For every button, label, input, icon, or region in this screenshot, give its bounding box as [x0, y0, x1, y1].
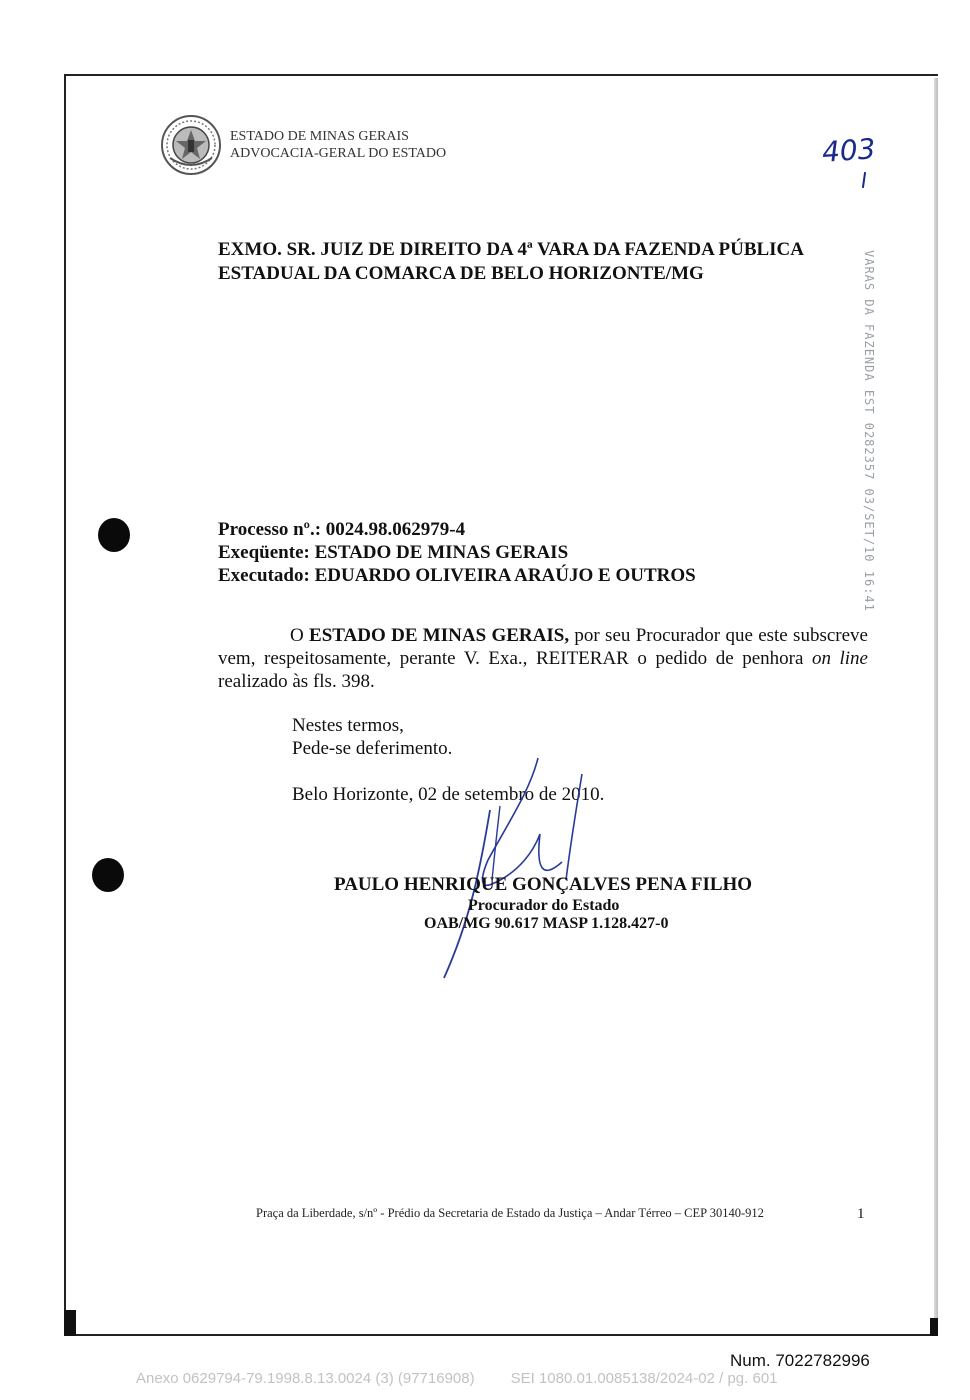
paragraph-end: realizado às fls. 398. [218, 671, 375, 692]
petition-paragraph [218, 624, 868, 693]
header-state: ESTADO DE MINAS GERAIS [230, 129, 409, 144]
handwritten-folio-number: 403 [820, 132, 877, 169]
protocol-stamp [850, 250, 880, 612]
addressee-line-1: EXMO. SR. JUIZ DE DIREITO DA 4ª VARA DA FAZENDA PÚBLICA [218, 239, 805, 260]
signer-role: Procurador do Estado [468, 897, 620, 914]
sei-reference: SEI 1080.01.0085138/2024-02 / pg. 601 [510, 1370, 778, 1387]
addressee-line-2: ESTADUAL DA COMARCA DE BELO HORIZONTE/MG [218, 263, 704, 284]
annex-watermark [136, 1370, 778, 1387]
annex-reference: Anexo 0629794-79.1998.8.13.0024 (3) (97716908) [136, 1370, 475, 1387]
footer-address: Praça da Liberdade, s/nº - Prédio da Secretaria de Estado da Justiça – Andar Térreo – CEP 30140-912 [256, 1206, 764, 1220]
page-edge-shadow [934, 78, 938, 1336]
closing-line-1: Nestes termos, [292, 715, 404, 736]
closing-line-2: Pede-se deferimento. [292, 738, 453, 759]
case-info-block [218, 518, 696, 587]
addressee-block [218, 238, 868, 286]
signer-registration: OAB/MG 90.617 MASP 1.128.427-0 [424, 915, 669, 932]
paragraph-prefix: O [290, 625, 310, 646]
signer-block [334, 874, 764, 896]
closing-formula [292, 714, 452, 760]
paragraph-state-name: ESTADO DE MINAS GERAIS, [309, 625, 570, 646]
scan-corner-mark-right [930, 1318, 938, 1336]
paragraph-italic-term: on line [811, 648, 868, 669]
place-and-date: Belo Horizonte, 02 de setembro de 2010. [292, 784, 605, 805]
institution-header [230, 128, 446, 162]
scan-corner-mark [64, 1310, 76, 1336]
signer-name: PAULO HENRIQUE GONÇALVES PENA FILHO [334, 874, 753, 895]
state-coat-of-arms-icon [160, 114, 222, 176]
case-debtor: Executado: EDUARDO OLIVEIRA ARAÚJO E OUTROS [218, 565, 696, 586]
case-creditor: Exeqüente: ESTADO DE MINAS GERAIS [218, 542, 569, 563]
protocol-stamp-text: VARAS DA FAZENDA EST 0282357 03/SET/10 16:41 [862, 250, 876, 612]
paragraph-text: por seu Procurador que este subscreve vem, respeitosamente, perante V. Exa., REITERAR o pedido de penhora [218, 625, 868, 669]
punch-hole-bottom [92, 858, 124, 892]
handwritten-signature-icon [430, 750, 610, 980]
header-agency: ADVOCACIA-GERAL DO ESTADO [230, 146, 447, 161]
page-number: 1 [857, 1206, 865, 1222]
case-number: Processo nº.: 0024.98.062979-4 [218, 519, 466, 540]
document-id-label: Num. 7022782996 [730, 1351, 870, 1370]
punch-hole-top [98, 518, 130, 552]
